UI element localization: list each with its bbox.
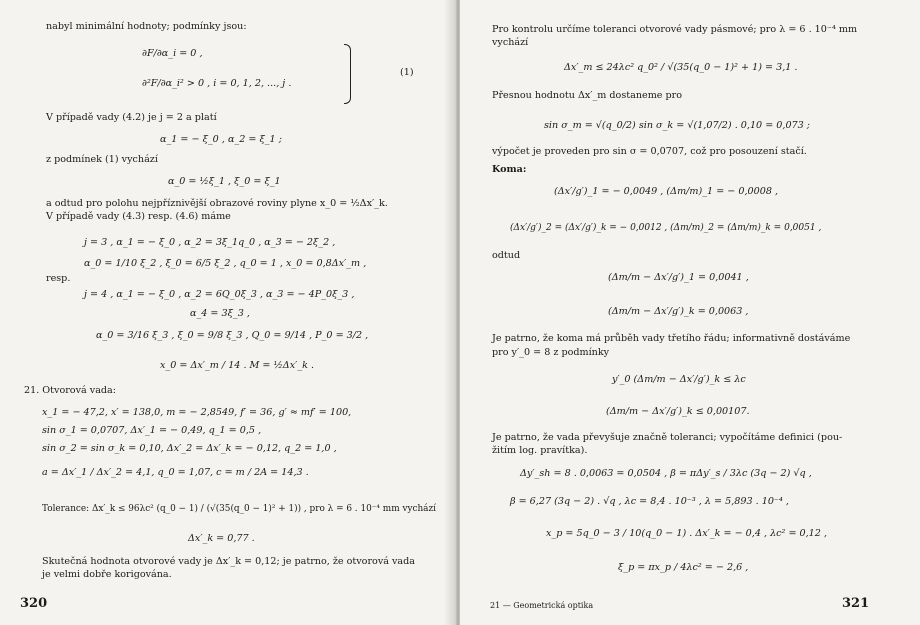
text-line: Skutečná hodnota otvorové vady je Δx′_k = 0,12; je patrno, že otvorová vada xyxy=(42,556,416,567)
left-page xyxy=(0,0,456,625)
right-page xyxy=(460,0,920,625)
text-line: V případě vady (4.3) resp. (4.6) máme xyxy=(46,211,231,222)
page-number: 321 xyxy=(842,596,870,611)
equation-line: α_0 = 3/16 ξ_3 , ξ_0 = 9/8 ξ_3 , Q_0 = 9/14 , P_0 = 3/2 , xyxy=(96,330,369,341)
equation-line: α_0 = ½ξ_1 , ξ_0 = ξ_1 xyxy=(168,176,281,187)
equation-line: ξ_p = πx_p / 4λc² = − 2,6 , xyxy=(618,562,749,573)
text-line: Pro kontrolu určíme toleranci otvorové vady pásmové; pro λ = 6 . 10⁻⁴ mm xyxy=(492,24,858,35)
section-heading: Koma: xyxy=(492,164,527,175)
equation-line: sin σ_1 = 0,0707, Δx′_1 = − 0,49, q_1 = 0,5 , xyxy=(42,425,262,436)
equation-line: α_4 = 3ξ_3 , xyxy=(190,308,250,319)
equation-line: j = 4 , α_1 = − ξ_0 , α_2 = 6Q_0ξ_3 , α_3 = − 4P_0ξ_3 , xyxy=(84,289,355,300)
equation-line: a = Δx′_1 / Δx′_2 = 4,1, q_0 = 1,07, c = m / 2A = 14,3 . xyxy=(42,467,309,478)
text-line: resp. xyxy=(46,273,71,284)
page-number: 320 xyxy=(20,596,48,611)
text-line: žitím log. pravítka). xyxy=(492,445,588,456)
equation-line: β = 6,27 (3q − 2) . √q , λc = 8,4 . 10⁻³ , λ = 5,893 . 10⁻⁴ , xyxy=(510,496,789,507)
text-line: z podmínek (1) vychází xyxy=(46,154,158,165)
equation-line: sin σ_m = √(q_0/2) sin σ_k = √(1,07/2) . 0,10 = 0,073 ; xyxy=(544,120,811,131)
equation-line: sin σ_2 = sin σ_k = 0,10, Δx′_2 = Δx′_k = − 0,12, q_2 = 1,0 , xyxy=(42,443,337,454)
equation-line: j = 3 , α_1 = − ξ_0 , α_2 = 3ξ_1q_0 , α_3 = − 2ξ_2 , xyxy=(84,237,336,248)
text-line: Je patrno, že koma má průběh vady třetího řádu; informativně dostáváme xyxy=(492,333,851,344)
equation-line: (Δm/m − Δx′/g′)_k ≤ 0,00107. xyxy=(606,406,750,417)
text-line: Přesnou hodnotu Δx′_m dostaneme pro xyxy=(492,90,683,101)
text-line: vychází xyxy=(492,37,529,48)
equation-line: Δy′_sh = 8 . 0,0063 = 0,0504 , β = πΔy′_s / 3λc (3q − 2) √q , xyxy=(520,468,812,479)
running-footer: 21 — Geometrická optika xyxy=(490,601,594,610)
equation-line: y′_0 (Δm/m − Δx′/g′)_k ≤ λc xyxy=(612,374,746,385)
text-line: je velmi dobře korigována. xyxy=(42,569,172,580)
text-line: nabyl minimální hodnoty; podmínky jsou: xyxy=(46,21,247,32)
equation-line: ∂F/∂α_i = 0 , xyxy=(142,48,203,59)
equation-line: x_p = 5q_0 − 3 / 10(q_0 − 1) . Δx′_k = − 0,4 , λc² = 0,12 , xyxy=(546,528,827,539)
equation-line: (Δx′/g′)_2 = (Δx′/g′)_k = − 0,0012 , (Δm/m)_2 = (Δm/m)_k = 0,0051 , xyxy=(510,223,822,233)
equation-number: (1) xyxy=(400,67,414,78)
text-line: pro y′_0 = 8 z podmínky xyxy=(492,347,610,358)
equation-line: α_1 = − ξ_0 , α_2 = ξ_1 ; xyxy=(160,134,282,145)
curly-brace xyxy=(344,44,351,104)
equation-line: (Δx′/g′)_1 = − 0,0049 , (Δm/m)_1 = − 0,0008 , xyxy=(554,186,779,197)
equation-line: α_0 = 1/10 ξ_2 , ξ_0 = 6/5 ξ_2 , q_0 = 1 , x_0 = 0,8Δx′_m , xyxy=(84,258,367,269)
text-line: odtud xyxy=(492,250,521,261)
text-line: výpočet je proveden pro sin σ = 0,0707, což pro posouzení stačí. xyxy=(492,146,807,157)
equation-line: x_1 = − 47,2, x′ = 138,0, m = − 2,8549, f′ = 36, g′ ≈ mf′ = 100, xyxy=(42,407,352,418)
equation-line: (Δm/m − Δx′/g′)_1 = 0,0041 , xyxy=(608,272,749,283)
text-line: Tolerance: Δx′_k ≤ 96λc² (q_0 − 1) / (√(35(q_0 − 1)² + 1)) , pro λ = 6 . 10⁻⁴ mm vychází xyxy=(42,504,436,514)
section-heading: 21. Otvorová vada: xyxy=(24,385,117,396)
equation-line: x_0 = Δx′_m / 14 . M = ½Δx′_k . xyxy=(160,360,315,371)
text-line: Je patrno, že vada převyšuje značně toleranci; vypočítáme definici (pou- xyxy=(492,432,843,443)
equation-line: (Δm/m − Δx′/g′)_k = 0,0063 , xyxy=(608,306,749,317)
text-line: V případě vady (4.2) je j = 2 a platí xyxy=(46,112,217,123)
equation-line: Δx′_m ≤ 24λc² q_0² / √(35(q_0 − 1)² + 1) = 3,1 . xyxy=(564,62,798,73)
text-line: a odtud pro polohu nejpříznivější obrazové roviny plyne x_0 = ½Δx′_k. xyxy=(46,198,388,209)
equation-line: ∂²F/∂α_i² > 0 , i = 0, 1, 2, ..., j . xyxy=(142,78,292,89)
equation-line: Δx′_k = 0,77 . xyxy=(188,533,255,544)
